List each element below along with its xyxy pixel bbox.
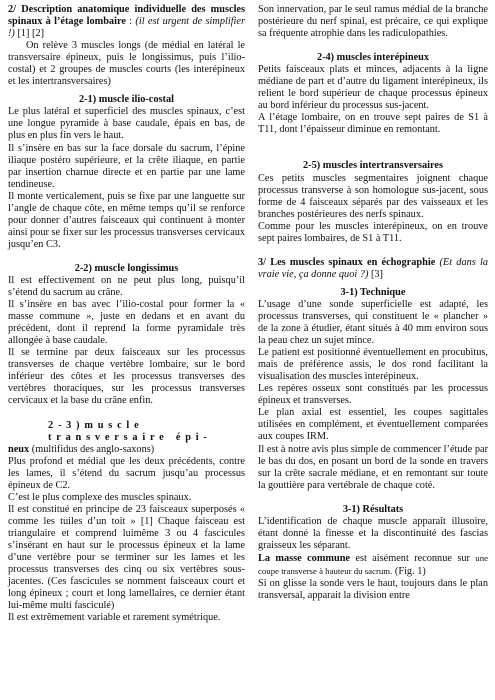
paragraph: Il se termine par deux faisceaux sur les processus transverses de chaque vertèbre lombaire, sur le bord inférieur des côtes et les processus transverses des vertèbres thoraciques, sur les processus transverses cervicaux et la base du crâne enfin. <box>8 347 245 407</box>
section-title: Description anatomique individuelle des muscles spinaux à l’étage lombaire <box>8 4 246 28</box>
section-note: (Et dans la vraie vie, ça donne quoi ?) <box>258 256 488 280</box>
paragraph: Il est extrêmement variable et rarement symétrique. <box>8 612 221 624</box>
paragraph: Petits faisceaux plats et minces, adjacents à la ligne médiane de part et d’autre du ligament interépineux, ils relient le bord supérieur de chaque processus épineux au bord inférieur du processus sus-jacent. <box>258 64 488 112</box>
paragraph: Le patient est positionné éventuellement en procubitus, mais de préférence assis, le dos rond facilitant la visualisation des muscles interépineux. <box>258 347 488 383</box>
citation: [3] <box>370 268 383 280</box>
paragraph: Il s’insère en bas sur la face dorsale du sacrum, l’épine iliaque postéro supérieure, et la crête iliaque, en partie par insertion charnue directe et en partie par une lame tendineuse. <box>8 142 245 190</box>
paragraph: Le plus latéral et superficiel des muscles spinaux, c’est une longue pyramide à base caudale, épais en bas, de plus en plus fin vers le haut. <box>8 106 245 142</box>
subsection-results-title: 3-1) Résultats <box>342 503 404 515</box>
paragraph: Ces petits muscles segmentaires joignent chaque processus transverse à son homologue sus-jacent, sous forme de 4 faisceaux séparés par des vaisseaux et les branches postérieures des nerfs spinaux. <box>258 172 488 220</box>
section-number: 2/ <box>8 4 17 15</box>
paragraph: Les repères osseux sont constitués par les processus épineux et transverses. <box>258 383 488 407</box>
paragraph: Si on glisse la sonde vers le haut, toujours dans le plan transversal, apparait la division entre <box>258 577 488 602</box>
paragraph: L’identification de chaque muscle apparaît illusoire, étant donné la finesse et la discontinuité des fascias graisseux les séparant. <box>258 515 488 551</box>
section-2-intro: On relève 3 muscles longs (de médial en latéral le transversaire épineux, puis le longissimus, puis l’ilio-costal) et 2 groupes de muscles courts (les interépineux et les intertransversaires) <box>8 40 245 88</box>
paragraph: Son innervation, par le seul ramus médial de la branche postérieure du nerf spinal, est précaire, ce qui explique sa fréquente atrophie dans les radiculopathies. <box>258 4 488 40</box>
section-note: (il est urgent de simplifier !) <box>8 16 245 40</box>
paragraph: Comme pour les muscles interépineux, on en trouve sept paires lombaires, de S1 à T11. <box>258 220 488 244</box>
subsection-2-1-title: 2-1) muscle ilio-costal <box>79 94 174 106</box>
left-column <box>8 4 245 624</box>
subsection-2-3-title: 2-3)muscle transversaire épi- <box>48 419 212 443</box>
section-2-heading: 2/ Description anatomique individuelle des muscles spinaux à l’étage lombaire : (il est urgent de simplifier !) [1] [2] <box>8 4 246 40</box>
paragraph: Le plan axial est essentiel, les coupes sagittales utilisées en complément, et éventuellement comparées aux coupes IRM. <box>258 407 488 443</box>
paragraph: Il est effectivement on ne peut plus long, puisqu’il s’étend du sacrum au crâne. <box>8 274 245 299</box>
paragraph: Il monte verticalement, puis se fixe par une languette sur l’angle de chaque côte, en même temps qu’il se renforce pour donner d’autres faisceaux qui continuent à monter ainsi pour se fixer sur les processus transverses cervicaux jusqu’en C3. <box>8 190 245 250</box>
subsection-2-3-subtitle: neux (multifidus des anglo-saxons) <box>8 443 155 455</box>
paragraph: Il est à notre avis plus simple de commencer l’étude par le bas du dos, en posant un bord de la sonde en travers sur la crête sacrale médiane, et en remontant sur toute la gouttière para vertébrale de chaque coté. <box>258 443 488 491</box>
subsection-2-4-title: 2-4) muscles interépineux <box>316 52 430 64</box>
paragraph: La masse commune est aisément reconnue sur une coupe transverse à hauteur du sacrum. (Fig. 1) <box>258 552 488 577</box>
citation: [1] [2] <box>17 28 45 40</box>
paragraph: Il est constitué en principe de 23 faisceaux superposés « comme les tuiles d’un toit » [1] Chaque faisceau est triangulaire et comprend luimême 3 ou 4 fascicules s’insérant en haut sur le processus épineux et la lame d’une vertèbre pour se terminer sur les lames et les processus transverses des cinq ou six vertèbres sous-jacentes. (Ces fascicules se nomment faisceaux court et long épineux ; court et long lamellaires, ce dernier étant lui-même multi fasciculé) <box>8 503 245 612</box>
paragraph: C’est le plus complexe des muscles spinaux. <box>8 491 192 503</box>
subsection-3-1-title: 3-1) Technique <box>340 286 406 298</box>
subsection-2-5-title: 2-5) muscles intertransversaires <box>303 160 443 172</box>
subsection-2-2-title: 2-2) muscle longissimus <box>74 262 179 274</box>
paragraph: Plus profond et médial que les deux précédents, contre les lames, il s’étend du sacrum jusqu’au processus épineux de C2. <box>8 455 245 491</box>
paragraph: Il s’insère en bas avec l’ilio-costal pour former la « masse commune », juste en dedans et en avant du précédent, dont il reprend la forme pyramidale très allongée à base caudale. <box>8 299 245 347</box>
paragraph: L’usage d’une sonde superficielle est adapté, les processus transverses, qui constituent le « plancher » de la zone à étudier, étant situés à 40 mm environ sous la peau chez un sujet mince. <box>258 298 488 347</box>
right-column <box>258 4 488 602</box>
section-3-heading: 3/ Les muscles spinaux en échographie (Et dans la vraie vie, ça donne quoi ?) [3] <box>258 256 488 280</box>
paragraph: A l’étage lombaire, on en trouve sept paires de S1 à T11, dont l’épaisseur diminue en remontant. <box>258 112 488 136</box>
